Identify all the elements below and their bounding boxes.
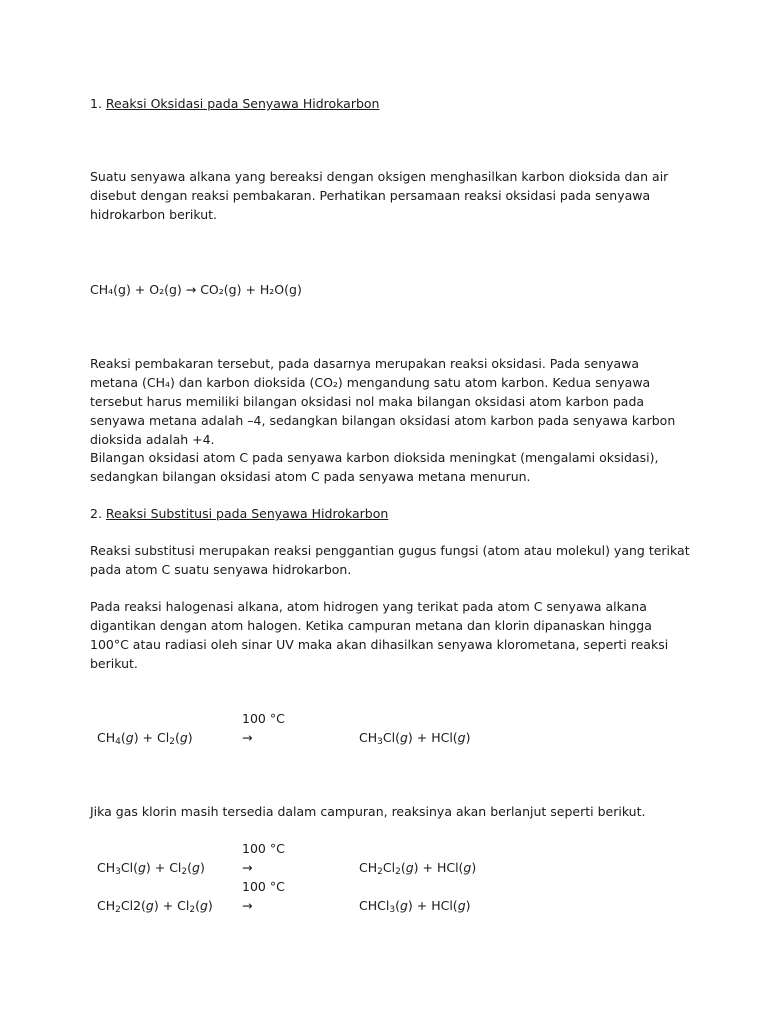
reaction-arrow: → — [242, 730, 253, 745]
paragraph-substitution-definition: Reaksi substitusi merupakan reaksi penggantian gugus fungsi (atom atau molekul) yang terikat pada atom C suatu senyawa hidrokarbon. — [90, 543, 690, 577]
paragraph-oxidation-explanation: Reaksi pembakaran tersebut, pada dasarnya merupakan reaksi oksidasi. Pada senyawa metana (CH₄) dan karbon dioksida (CO₂) mengandung satu atom karbon. Kedua senyawa tersebut harus memiliki bilangan oksidasi nol maka bilangan oksidasi atom karbon pada senyawa metana adalah –4, sedangkan bilangan oksidasi atom karbon pada senyawa karbon dioksida adalah +4. — [90, 356, 676, 447]
reaction-condition: 100 °C — [242, 711, 285, 726]
paragraph-combustion-intro: Suatu senyawa alkana yang bereaksi dengan oksigen menghasilkan karbon dioksida dan air disebut dengan reaksi pembakaran. Perhatikan persamaan reaksi oksidasi pada senyawa hidrokarbon berikut. — [90, 169, 669, 222]
reaction-equation-row — [97, 728, 697, 747]
reaction-condition: 100 °C — [242, 841, 285, 856]
products: CHCl$_3$(g) + HCl(g) — [359, 898, 471, 915]
reaction-condition-row — [97, 709, 697, 728]
paragraph-halogenation: Pada reaksi halogenasi alkana, atom hidrogen yang terikat pada atom C senyawa alkana digantikan dengan atom halogen. Ketika campuran metana dan klorin dipanaskan hingga 100°C atau radiasi oleh sinar UV maka akan dihasilkan senyawa klorometana, seperti reaksi berikut. — [90, 599, 669, 671]
reaction-equation-row — [97, 896, 697, 915]
paragraph-continuation: Jika gas klorin masih tersedia dalam campuran, reaksinya akan berlanjut seperti berikut. — [90, 804, 646, 819]
reactants: $CH_3Cl(g) + Cl_2(g)$ — [97, 860, 205, 877]
reaction-arrow: → — [242, 898, 253, 913]
reactants: $CH_4(g) + Cl_2(g)$ — [97, 730, 193, 747]
reaction-arrow: → — [242, 860, 253, 875]
section-1-number: 1. — [90, 96, 106, 111]
section-1-heading — [90, 94, 690, 113]
section-2-title: Reaksi Substitusi pada Senyawa Hidrokarbon — [105, 506, 389, 521]
reaction-condition-row — [97, 877, 697, 896]
section-1-title: Reaksi Oksidasi pada Senyawa Hidrokarbon — [105, 96, 380, 111]
paragraph-oxidation-state: Bilangan oksidasi atom C pada senyawa karbon dioksida meningkat (mengalami oksidasi), sedangkan bilangan oksidasi atom C pada senyawa metana menurun. — [90, 450, 659, 484]
section-2-number: 2. — [90, 506, 106, 521]
reaction-condition: 100 °C — [242, 879, 285, 894]
reaction-continued — [97, 839, 697, 915]
reactants: $CH_2Cl2(g) + Cl_2(g)$ — [97, 898, 213, 915]
products: $CH_2Cl_2(g) + HCl(g)$ — [359, 860, 477, 877]
reaction-chloromethane — [97, 709, 697, 747]
section-2-heading — [90, 504, 690, 523]
products: $CH_3Cl(g) + HCl(g)$ — [359, 730, 471, 747]
equation-combustion: CH₄(g) + O₂(g) → CO₂(g) + H₂O(g) — [90, 282, 302, 297]
reaction-condition-row — [97, 839, 697, 858]
reaction-equation-row — [97, 858, 697, 877]
